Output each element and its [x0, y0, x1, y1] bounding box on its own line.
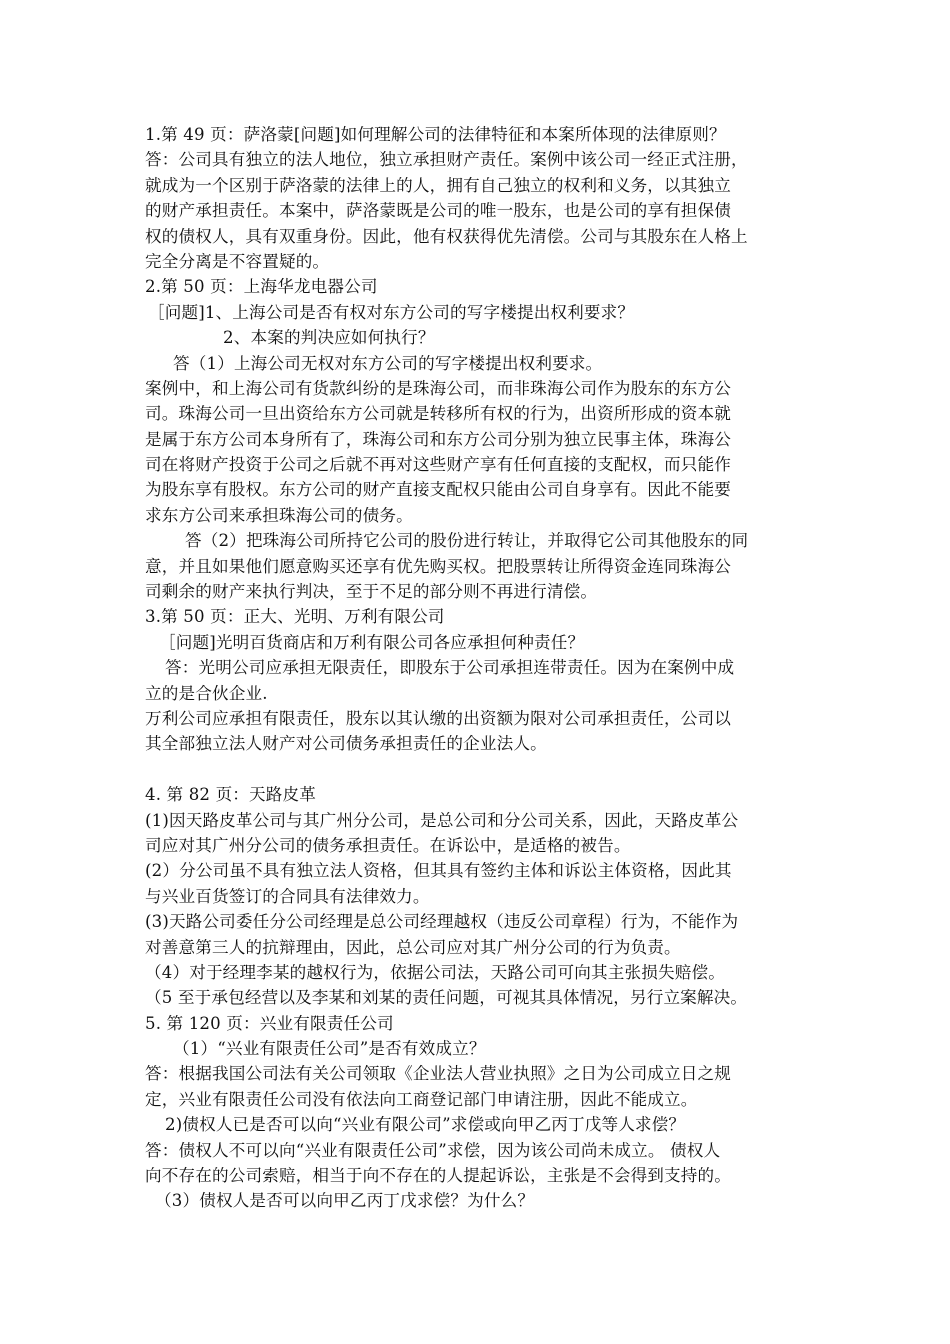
question-line: （1）“兴业有限责任公司”是否有效成立？	[173, 1039, 486, 1059]
paragraph-line: 权的债权人，具有双重身份。因此，他有权获得优先清偿。公司与其股东在人格上	[145, 226, 748, 246]
paragraph-line: 向不存在的公司索赔，相当于向不存在的人提起诉讼，主张是不会得到支持的。	[145, 1166, 732, 1186]
paragraph-line: 司。珠海公司一旦出资给东方公司就是转移所有权的行为，出资所形成的资本就	[145, 404, 732, 424]
paragraph-line: 对善意第三人的抗辩理由，因此，总公司应对其广州分公司的行为负责。	[145, 937, 681, 957]
blank-line	[145, 757, 805, 782]
paragraph-line: 司应对其广州分公司的债务承担责任。在诉讼中，是适格的被告。	[145, 835, 631, 855]
document-body	[145, 122, 805, 1214]
paragraph-line: (1)因天路皮革公司与其广州分公司，是总公司和分公司关系，因此，天路皮革公	[145, 810, 739, 830]
question-line: ［问题]1、上海公司是否有权对东方公司的写字楼提出权利要求？	[148, 302, 635, 322]
paragraph-line: 司在将财产投资于公司之后就不再对这些财产享有任何直接的支配权，而只能作	[145, 455, 732, 475]
paragraph-line: 为股东享有股权。东方公司的财产直接支配权只能由公司自身享有。因此不能要	[145, 480, 732, 500]
case-2-heading: 2.第 50 页：上海华龙电器公司	[145, 277, 378, 297]
paragraph-line: 答：公司具有独立的法人地位，独立承担财产责任。案例中该公司一经正式注册，	[145, 150, 748, 170]
question-line: 2、本案的判决应如何执行？	[223, 328, 435, 348]
question-line: 2)债权人已是否可以向“兴业有限公司”求偿或向甲乙丙丁戊等人求偿？	[165, 1115, 686, 1135]
paragraph-line: 意，并且如果他们愿意购买还享有优先购买权。把股票转让所得资金连同珠海公	[145, 556, 732, 576]
case-1-heading: 1.第 49 页：萨洛蒙[问题]如何理解公司的法律特征和本案所体现的法律原则？	[145, 125, 726, 144]
paragraph-line: 其全部独立法人财产对公司债务承担责任的企业法人。	[145, 734, 547, 754]
case-5-heading: 5. 第 120 页：兴业有限责任公司	[145, 1013, 394, 1033]
paragraph-line: （4）对于经理李某的越权行为，依据公司法，天路公司可向其主张损失赔偿。	[145, 962, 725, 982]
answer-line: 答（1）上海公司无权对东方公司的写字楼提出权利要求。	[173, 353, 603, 373]
answer-line: 答：光明公司应承担无限责任，即股东于公司承担连带责任。因为在案例中成	[165, 658, 735, 678]
paragraph-line: 定，兴业有限责任公司没有依法向工商登记部门申请注册，因此不能成立。	[145, 1089, 698, 1109]
paragraph-line: (3)天路公司委任分公司经理是总公司经理越权（违反公司章程）行为，不能作为	[145, 912, 739, 932]
paragraph-line: 完全分离是不容置疑的。	[145, 251, 330, 271]
paragraph-line: （5 至于承包经营以及李某和刘某的责任问题，可视其具体情况，另行立案解决。	[145, 988, 748, 1008]
paragraph-line: 与兴业百货签订的合同具有法律效力。	[145, 886, 430, 906]
paragraph-line: 求东方公司来承担珠海公司的债务。	[145, 505, 413, 525]
paragraph-line: 的财产承担责任。本案中，萨洛蒙既是公司的唯一股东，也是公司的享有担保债	[145, 201, 732, 221]
paragraph-line: (2）分公司虽不具有独立法人资格，但其具有签约主体和诉讼主体资格，因此其	[145, 861, 732, 881]
paragraph-line: 答：根据我国公司法有关公司领取《企业法人营业执照》之日为公司成立日之规	[145, 1064, 732, 1084]
case-4-heading: 4. 第 82 页：天路皮革	[145, 785, 317, 805]
paragraph-line: 是属于东方公司本身所有了，珠海公司和东方公司分别为独立民事主体，珠海公	[145, 429, 732, 449]
paragraph-line: 答：债权人不可以向“兴业有限责任公司”求偿，因为该公司尚未成立。 债权人	[145, 1140, 721, 1160]
paragraph-line: 万利公司应承担有限责任，股东以其认缴的出资额为限对公司承担责任，公司以	[145, 708, 732, 728]
paragraph-line: 司剩余的财产来执行判决，至于不足的部分则不再进行清偿。	[145, 582, 598, 602]
question-line: ［问题]光明百货商店和万利有限公司各应承担何种责任？	[159, 632, 585, 652]
paragraph-line: 就成为一个区别于萨洛蒙的法律上的人，拥有自己独立的权利和义务，以其独立	[145, 175, 732, 195]
paragraph-line: 立的是合伙企业.	[145, 683, 268, 703]
paragraph-line: 案例中，和上海公司有货款纠纷的是珠海公司，而非珠海公司作为股东的东方公	[145, 378, 732, 398]
question-line: （3）债权人是否可以向甲乙丙丁戊求偿？为什么？	[155, 1191, 535, 1211]
case-3-heading: 3.第 50 页：正大、光明、万利有限公司	[145, 607, 445, 627]
answer-line: 答（2）把珠海公司所持它公司的股份进行转让，并取得它公司其他股东的同	[185, 531, 749, 551]
